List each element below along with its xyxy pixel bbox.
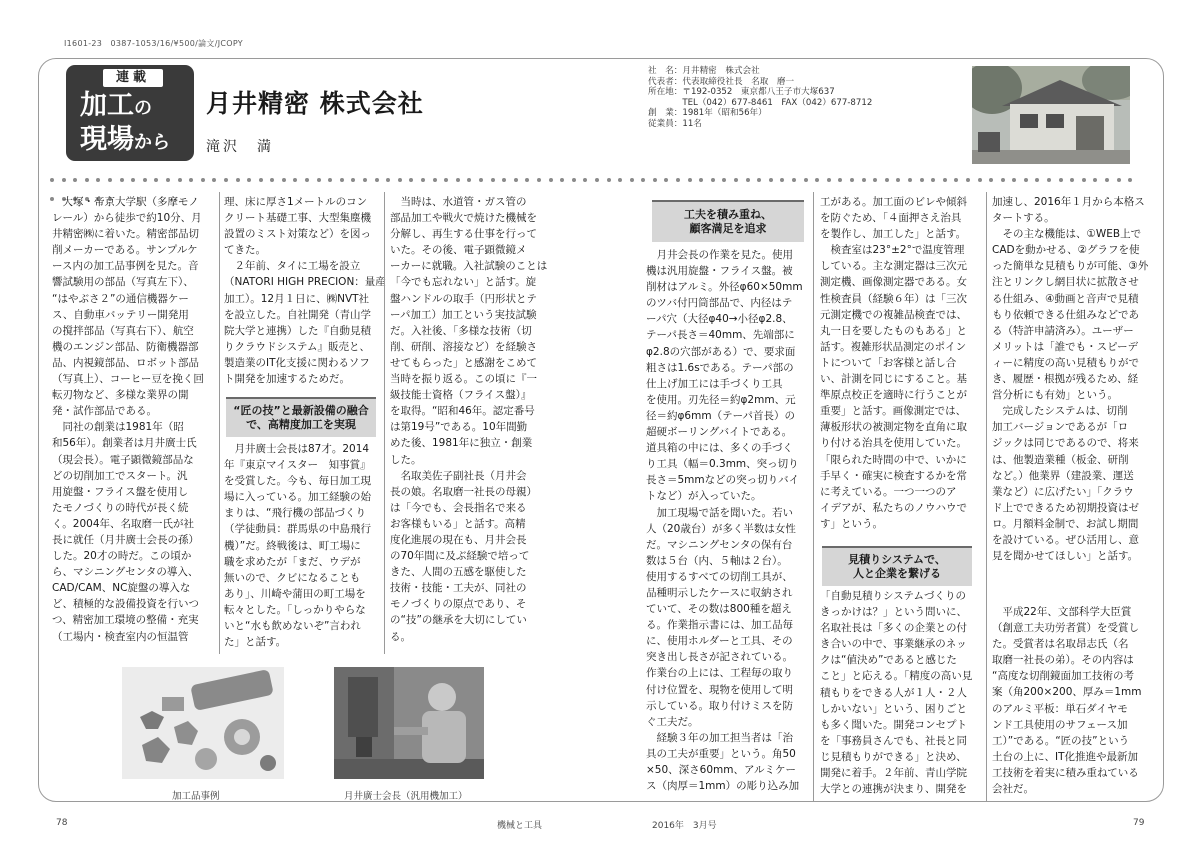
section-heading-3-text: 見積りシステムで、 人と企業を繋げる	[848, 553, 946, 580]
article-column-4: 月井会長の作業を見た。使用 機は汎用旋盤・フライス盤。被 削材はアルミ。外径φ60×50mm のツバ付円筒部品で、内径はテ ーパ穴（大径φ40→小径φ2.8、 テーパ長さ＝40mm、先端部に φ2.8の穴部がある）で、要求面 粗さは1.6sである。テーパ部の 仕上げ加工には手づくり工具 を使用。刃先径＝約φ2mm、元 径＝約φ6mm（テーパ首長）の 超硬ボーリングバイトである。 道具箱の中には、多くの手づく り工具（幅＝0.3mm、突っ切り 長さ＝5mmなどの突っ切りバイ トなど）が入っていた。 加工現場で話を聞いた。若い 人（20歳台）が多く半数は女性 だ。マシニングセンタの保有台 数は５台（内、５軸は２台）。 使用するすべての切削工具が、 品種明示したケースに収納され ていて、その数は800種を超え る。作業指示書には、加工品毎 に、使用ホルダーと工具、その 突き出し長さが記されている。 作業台の上には、工程毎の取り 付け位置を、現物を使用して明 示している。取り付けミスを防 ぐ工夫だ。 経験３年の加工担当者は「治 具の工夫が重要」という。角50 ×50、深さ60mm、アルミケー ス（肉厚＝1mm）の彫り込み加	[646, 249, 803, 793]
dotted-rule	[50, 178, 1150, 186]
section-heading-2-text: 工夫を積み重ね、 顧客満足を追求	[684, 208, 772, 235]
badge-line-1-big: 加工	[80, 90, 134, 121]
article-column-2-part-2: 月井廣士会長は87才。2014 年『東京マイスター 知事賞』 を受賞した。今も、毎日加工現 場に入っている。加工経験の始 まりは、“飛行機の部品づくり （学徒動員：群馬県の中島飛行 機）”だ。終戦後は、町工場に 職を求めたが「まだ、ウデが 無いので、クビになることも あり」、川崎や蒲田の町工場を 転々とした。「しっかりやらな いと“水も飲めないぞ”言われ た」と話す。	[224, 443, 371, 649]
badge-line-1	[80, 91, 152, 124]
article-column-6-part-2: 平成22年、文部科学大臣賞 （創意工夫功労者賞）を受賞し た。受賞者は名取昂志氏（名 取磨一社長の弟）。その内容は “高度な切削鏡面加工技術の考 案（角200×200、厚み＝1mm のアルミ平板：単石ダイヤモ ンド工具使用のサフェース加 工）”である。“匠の技”という 土台の上に、IT化推進や最新加 工技術を着実に積み重ねている 会社だ。	[992, 606, 1142, 796]
page-number-right: 79	[1133, 818, 1145, 828]
company-building-photo	[972, 66, 1130, 164]
chairman-machining-photo	[334, 667, 484, 779]
section-heading-1-text: “匠の技”と最新設備の融合 で、高精度加工を実現	[233, 404, 369, 431]
company-name: 社 名：月井精密 株式会社	[648, 66, 760, 76]
badge-line-1-small: の	[134, 98, 152, 119]
badge-line-2	[80, 125, 170, 158]
section-heading-1	[226, 397, 376, 437]
page-number-left: 78	[56, 818, 68, 828]
badge-line-2-small: から	[134, 132, 170, 153]
article-title: 月井精密 株式会社	[206, 89, 424, 118]
column-divider	[986, 192, 987, 802]
publication-reference: I1601-23 0387-1053/16/¥500/論文/JCOPY	[64, 39, 243, 48]
column-divider	[219, 192, 220, 654]
photo-caption-chairman: 月井廣士会長（汎用機加工）	[344, 791, 468, 802]
series-badge	[66, 65, 194, 161]
issue-date: 2016年 3月号	[652, 821, 717, 831]
article-column-3: 当時は、水道管・ガス管の 部品加工や戦火で焼けた機械を 分解し、再生する仕事を行って いた。その後、電子顕微鏡メ ーカーに就職。入社試験のことは 「今でも忘れない」と話す。旋 盤ハンドルの取手（円形状とテ ーパ加工）加工という実技試験 だ。入社後、「多様な技術（切 削、研削、溶接など）を経験さ せてもらった」と感謝をこめて 当時を振り返る。この頃に『一 級技能士資格（フライス盤）』 を取得。“昭和46年。認定番号 は第19号”である。10年間勤 めた後、1981年に独立・創業 した。 名取美佐子副社長（月井会 長の娘。名取磨一社長の母親） は「今でも、会長指名で来る お客様もいる」と話す。高精 度化進展の現在も、月井会長 の70年間に及ぶ経験で培って きた、人間の五感を駆使した 技術・技能・工夫が、同社の モノづくりの原点であり、そ の“技”の継承を大切にしてい る。	[390, 196, 548, 643]
section-heading-2	[652, 200, 804, 242]
article-column-2-part-1: 理、床に厚さ1メートルのコン クリート基礎工事、大型集塵機 設置のミスト対策など）を図っ てきた。 ２年前、タイに工場を設立 （NATORI HIGH PRECION：量産 加工）。12月１日に、㈱NVT社 を設立した。自社開発（青山学 院大学と連携）した『自動見積 りクラウドシステム』販売と、 製造業のIT化支援に関わるソフ ト開発を加速するためだ。	[224, 196, 386, 386]
article-column-1: 大塚・帝京大学駅（多摩モノ レール）から徒歩で約10分、月 井精密㈱に着いた。精密部品切 削メーカーである。サンプルケ ース内の加工品事例を見た。音 響試験用の部品（写真左下）、 “はやぶさ２”の通信機器ケー ス、自動車バッテリー開発用 の撹拌部品（写真右下）、航空 機のエンジン部品、防衛機器部 品、内視鏡部品、ロボット部品 （写真上）、コーヒー豆を挽く回 転刃物など、多様な業界の開 発・試作部品である。 同社の創業は1981年（昭 和56年）。創業者は月井廣士氏 （現会長）。電子顕微鏡部品な どの切削加工でスタート。汎 用旋盤・フライス盤を使用し たモノづくりの時代が長く続 く。2004年、名取磨一氏が社 長に就任（月井廣士会長の孫） した。20才の時だ。この頃か ら、マシニングセンタの導入、 CAD/CAM、NC旋盤の導入な ど、積極的な設備投資を行いつ つ、精密加工環境の整備・充実 （工場内・検査室内の恒温管	[52, 196, 204, 643]
company-address: 所在地：〒192-0352 東京都八王子市大塚637	[648, 87, 835, 98]
photo-caption-parts: 加工品事例	[172, 791, 220, 802]
section-heading-3	[822, 546, 972, 586]
article-author: 滝沢 満	[206, 139, 274, 155]
machined-parts-photo	[122, 667, 284, 779]
company-phone: TEL（042）677-8461 FAX（042）677-8712	[648, 97, 873, 108]
column-divider	[813, 192, 814, 802]
series-label: 連載	[102, 68, 164, 88]
magazine-name: 機械と工具	[497, 821, 543, 831]
company-employees: 従業員：11名	[648, 118, 702, 129]
article-column-5-part-1: 工がある。加工面のビレや傾斜 を防ぐため、「４面押さえ治具 を製作し、加工した」と話す。 検査室は23°±2°で温度管理 している。主な測定器は三次元 測定機、画像測定器である。女 性検査員（経験６年）は「三次 元測定機での複雑品検査では、 丸一日を要したものもある」と 話す。複雑形状品測定のポイン トについて「お客様と話し合 い、計測を同じにすること。基 準原点校正を適時に行うことが 重要」と話す。画像測定では、 薄板形状の被測定物を直角に取 り付ける治具を使用していた。 「限られた時間の中で、いかに 手早く・確実に検査するかを常 に考えている。一つ一つのア イデアが、私たちのノウハウで す」という。	[820, 196, 967, 530]
article-column-6-part-1: 加速し、2016年１月から本格ス タートする。 その主な機能は、①WEB上で CADを動かせる、②グラフを使 った簡単な見積もりが可能、③外 注とリンクし網目状に拡散させ る仕組み、④動画と音声で見積 もり依頼できる仕組みなどであ る（特許申請済み）。ユーザー メリットは「誰でも・スピーデ ィーに精度の高い見積もりがで き、履歴・根拠が残るため、経 営分析にも有効」という。 完成したシステムは、切削 加工バージョンであるが「ロ ジックは同じであるので、将来 は、他製造業種（板金、研削 など。）他業界（建設業、運送 業など）に広げたい」「クラウ ド上でできるため初期投資はゼ ロ。月額料金制で、お試し期間 を設けている。ぜひ活用し、意 見を聞かせてほしい」と話す。	[992, 196, 1149, 563]
badge-line-2-big: 現場	[80, 124, 134, 155]
article-column-5-part-2: 「自動見積りシステムづくりの きっかけは？」という問いに、 名取社長は「多くの企業との付 き合いの中で、事業継承のネッ クは“値決め”であると感じた こと」と応える。「精度の高い見 積もりをできる人が１人・２人 しかいない」という、困りごと も多く聞いた。開発コンセプト を「事務員さんでも、社長と同 じ見積もりができる」と決め、 開発に着手。２年前、青山学院 大学との連携が決まり、開発を	[820, 590, 973, 796]
company-founded: 創 業：1981年（昭和56年）	[648, 108, 767, 119]
company-info	[648, 66, 872, 130]
company-representative: 代表者：代表取締役社長 名取 磨一	[648, 76, 795, 87]
column-divider	[384, 192, 385, 654]
